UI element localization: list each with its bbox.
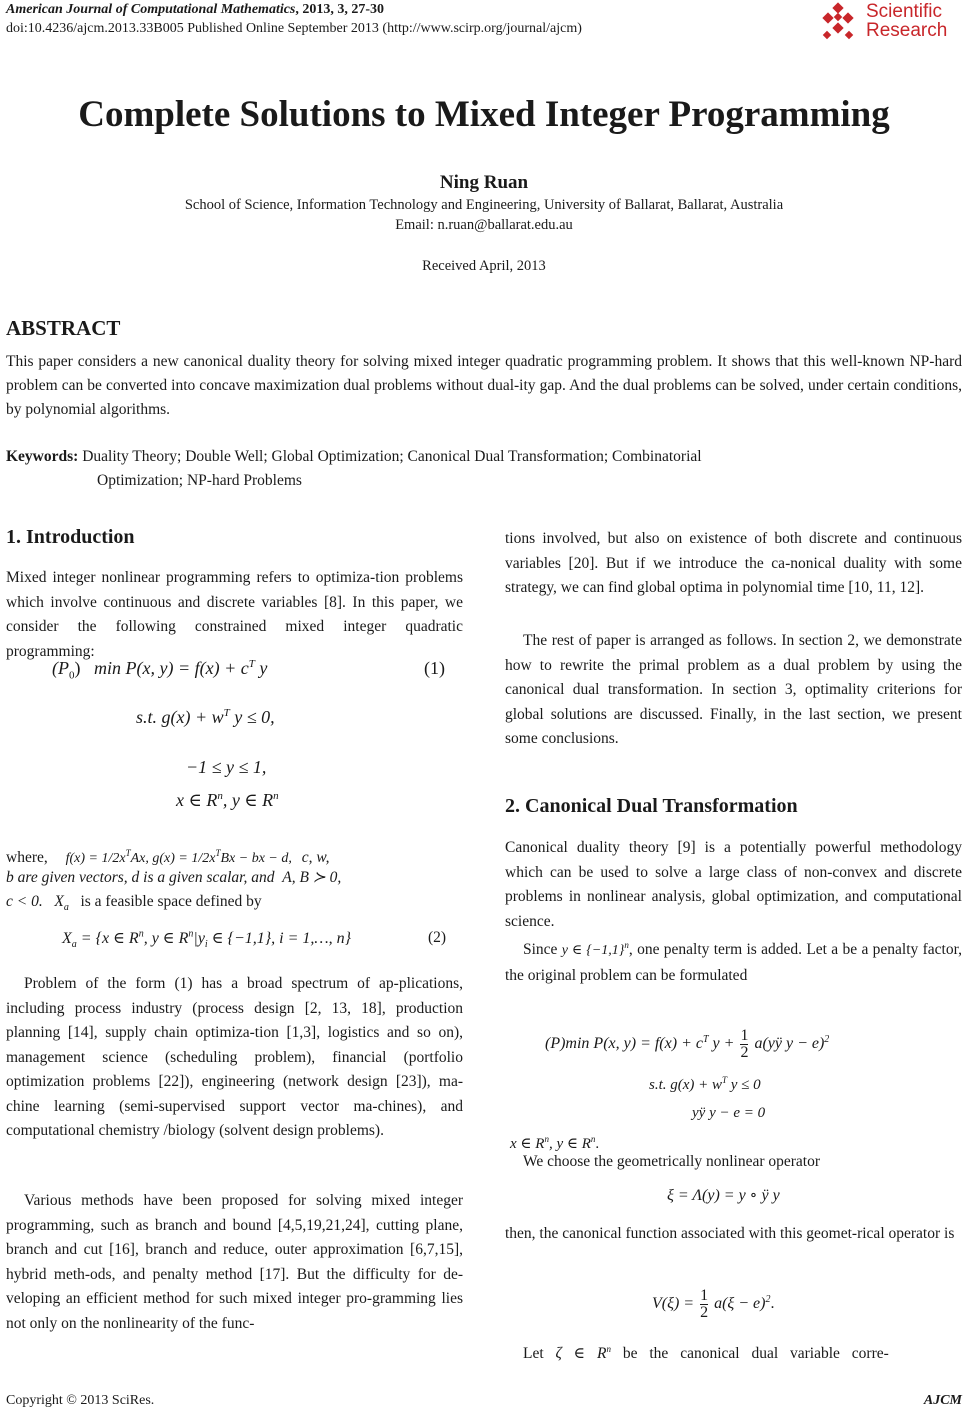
equation-V: V(ξ) = $\frac{1}{2}$ $a(\xi - e)^2$. [652, 1287, 775, 1321]
affiliation: School of Science, Information Technology and Engineering, University of Ballarat, Ballarat, Australia [184, 197, 784, 213]
received-date: Received April, 2013 [422, 258, 546, 274]
where-line-2: b are given vectors, d is a given scalar, and A, B ≻ 0, [6, 869, 342, 886]
doi-line: doi:10.4236/ajcm.2013.33B005 Published Online September 2013 (http://www.scirp.org/journal/ajcm) [6, 21, 582, 36]
equation-1: $(P_0)$ min P(x, $y) = f(x) + c^T$ y [52, 658, 268, 682]
journal-header [6, 2, 384, 18]
section-2-heading: 2. Canonical Dual Transformation [505, 795, 798, 817]
equation-penalty: (P)min P(x, $y) = f(x) + c^T$ y + $\frac{1}{2}$ a(yÿ y − e)$^2$ [545, 1027, 830, 1061]
footer-copyright: Copyright © 2013 SciRes. [6, 1393, 155, 1408]
half-fraction-2: $\frac{1}{2}$ [700, 1287, 709, 1321]
intro-paragraph-1: Mixed integer nonlinear programming refers to optimiza-tion problems which involve continuous and discrete variables [8]. In this paper, we consider the following constrained mixed integer quadratic programming: [6, 569, 463, 660]
abstract-heading: ABSTRACT [6, 316, 121, 340]
intro-heading: 1. Introduction [6, 526, 135, 548]
equation-1-number: (1) [424, 658, 445, 678]
intro-paragraph-3: Various methods have been proposed for solving mixed integer programming, such as branch and bound [4,5,19,21,24], cutting plane, branch and cut [16], branch and reduce, outer approximation [6,7,15], hybrid meth-ods, and penalty method [17]. But the difficulty for de-veloping an efficient method for such mixed integer pro-gramming lies not only on the nonlinearity of the func- [6, 1192, 463, 1332]
footer-abbrev: AJCM [923, 1393, 962, 1408]
where-line: where, $f(x) = 1/2x^TAx$, $g(x) = 1/2x^TBx$ − bx − d, c, w, [6, 848, 330, 867]
abstract-text: This paper considers a new canonical duality theory for solving mixed integer quadratic programming problem. It shows that this well-known NP-hard problem can be converted into concave maximization dual problems without dual-ity gap. And the dual problems can be solved, under certain conditions, by polynomial algorithms. [6, 353, 962, 418]
journal-name: American Journal of Computational Mathematics [6, 2, 296, 17]
paper-title: Complete Solutions to Mixed Integer Programming [78, 94, 890, 135]
where-line-3: c < 0. $X_a$ is a feasible space defined by [6, 893, 262, 914]
equation-penalty-constraint-2: yÿ y − e = 0 [692, 1105, 766, 1121]
right-paragraph-2: The rest of paper is arranged as follows. In section 2, we demonstrate how to rewrite the primal problem as a dual problem by using the canonical dual transformation. In section 3, optimality criterions for global solutions are discussed. Finally, in the last section, we present some conclusions. [505, 632, 962, 747]
equation-operator: ξ = Λ(y) = y ∘ ÿ y [667, 1187, 780, 1204]
section-2-paragraph-1: Canonical duality theory [9] is a potentially powerful methodology which can be used to solve a large class of non-convex and discrete problems in nonlinear analysis, global optimization, and computational science. [505, 839, 962, 930]
equation-1-constraint-2: −1 ≤ y ≤ 1, [186, 757, 267, 777]
equation-2: $X_a = \{x$ ∈ $R^n$, y ∈ $R^n|y_i$ ∈ {−1,1}, i = 1,…, n} [62, 928, 352, 951]
equation-penalty-constraint-1: s.t. $g(x) + w^T$ y ≤ 0 [649, 1075, 761, 1093]
keywords-label: Keywords: [6, 448, 79, 465]
equation-2-number: (2) [428, 929, 447, 946]
equation-1-constraint-1: s.t. $g(x) + w^T$ y ≤ 0, [136, 707, 275, 727]
logo-mark-icon [820, 2, 860, 42]
email: Email: n.ruan@ballarat.edu.au [395, 217, 573, 233]
equation-penalty-constraint-3: x ∈ $R^n$, y ∈ $R^n$. [510, 1134, 600, 1152]
canonical-function-text: then, the canonical function associated with this geomet-rical operator is [505, 1225, 955, 1242]
operator-intro: We choose the geometrically nonlinear operator [523, 1153, 821, 1170]
half-fraction: $\frac{1}{2}$ [740, 1027, 749, 1061]
author-name: Ning Ruan [439, 172, 529, 193]
keywords-line1: Duality Theory; Double Well; Global Optimization; Canonical Dual Transformation; Combinatorial [82, 448, 702, 465]
logo-text: Scientific Research [866, 1, 948, 41]
let-line: Let ζ ∈ $R^n$ be the canonical dual variable corre- [523, 1344, 889, 1363]
section-2-paragraph-2: Since y ∈ $\{-1,1\}^n$, one penalty term is added. Let a be a penalty factor, the original problem can be formulated [505, 940, 963, 984]
keywords-line2: Optimization; NP-hard Problems [97, 472, 302, 489]
right-paragraph-1: tions involved, but also on existence of both discrete and continuous variables [20]. But if we introduce the ca-nonical duality with some strategy, we can find global optima in polynomial time [10, 11, 12]. [505, 530, 962, 596]
publisher-logo [820, 2, 960, 44]
equation-1-constraint-3: x ∈ $R^n$, y ∈ $R^n$ [176, 790, 279, 810]
intro-paragraph-2: Problem of the form (1) has a broad spectrum of ap-plications, including process industry (process design [2, 13, 18], production planning [14], supply chain optimiza-tion [1,3], logistics and so on), management science (scheduling problem), financial (portfolio optimization problems [22]), engineering (network design [23]), ma-chine learning (semi-supervised support vector ma-chines), and computational chemistry /biology (solvent design problems). [6, 975, 463, 1139]
keywords [6, 445, 962, 493]
volume-info: , 2013, 3, 27-30 [295, 2, 385, 17]
